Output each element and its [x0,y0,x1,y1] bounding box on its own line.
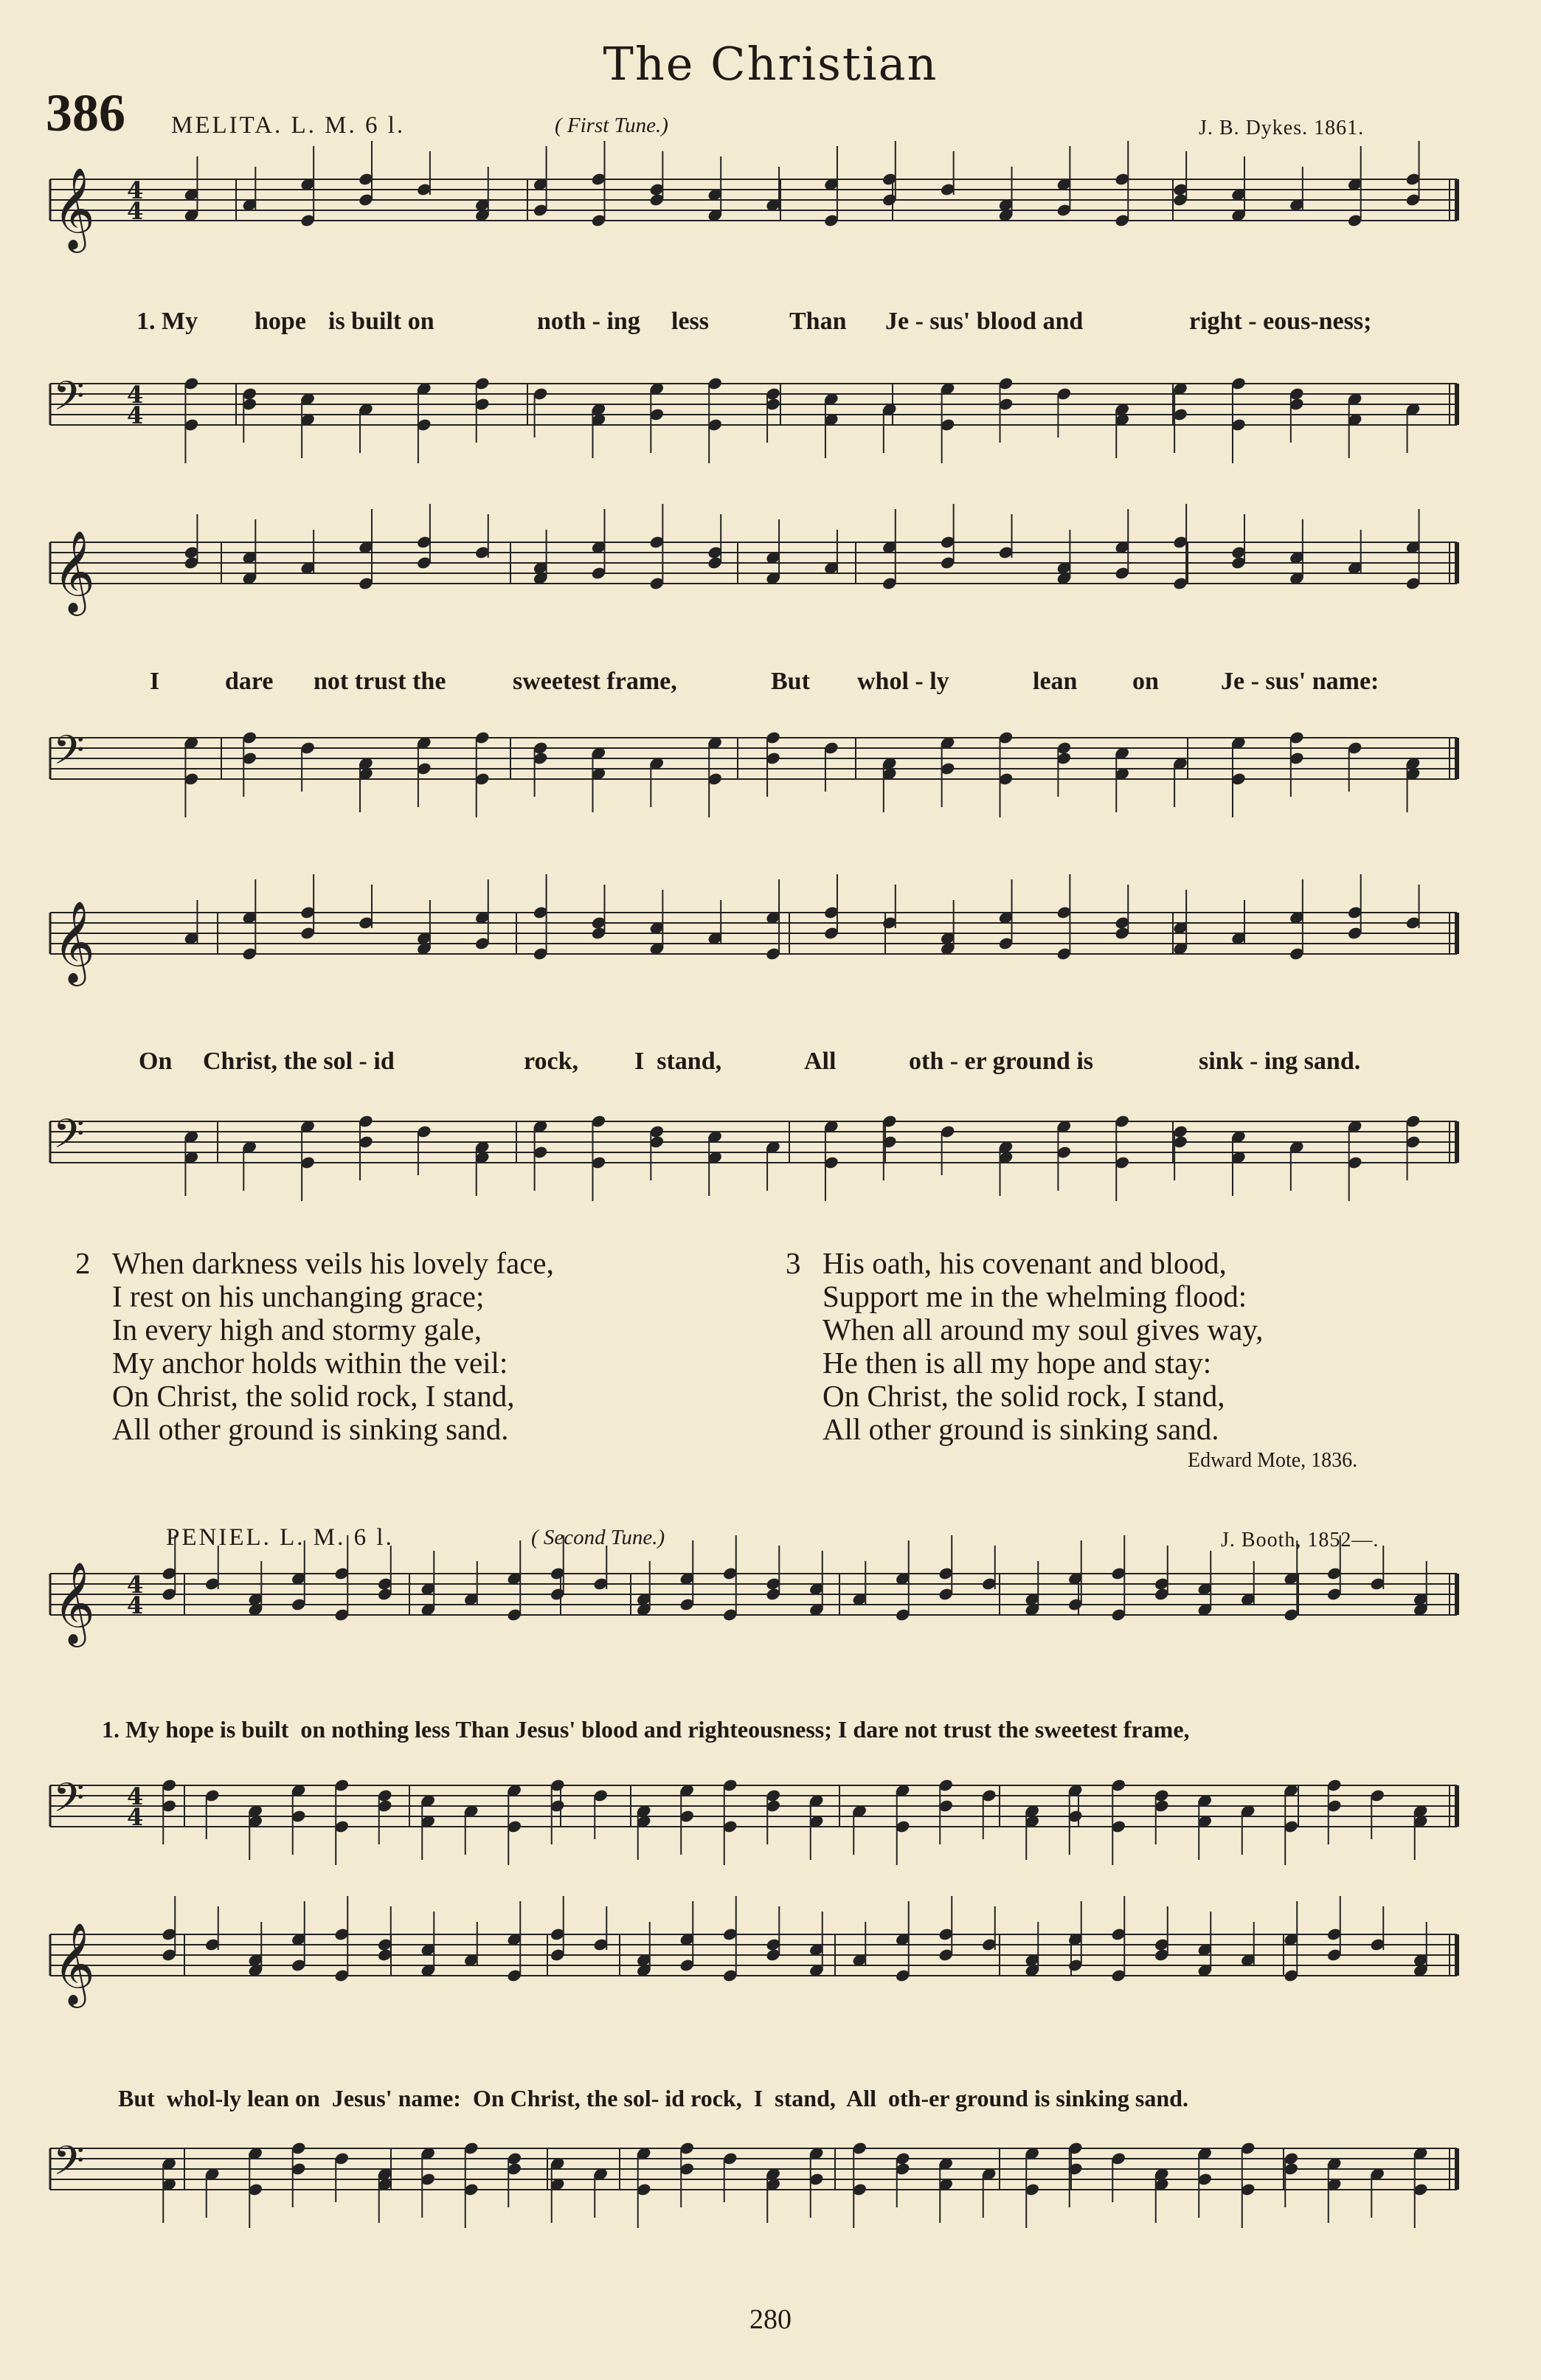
time-signature: 4 [127,1803,144,1831]
bass-clef-icon: 𝄢 [53,1110,85,1167]
lyric-syllable: rock, [524,1048,578,1075]
bass-clef-icon: 𝄢 [53,373,85,429]
treble-clef-icon: 𝄞 [53,1561,95,1644]
lyric-syllable: On [139,1048,173,1075]
verse-line: His oath, his covenant and blood, [823,1246,1227,1280]
verse-line: When all around my soul gives way, [823,1312,1264,1346]
lyric-syllable: less [671,308,709,335]
lyric-syllable: sweetest frame, [513,668,677,695]
lyric-syllable: All [804,1048,837,1075]
treble-clef-icon: 𝄞 [53,900,95,983]
lyric-syllable: right - eous-ness; [1189,308,1372,335]
lyric-syllable: I [150,668,160,695]
time-signature: 4 [127,401,144,429]
lyric-syllable: oth - er ground is [909,1048,1094,1075]
lyric-syllable: is built on [328,308,434,335]
lyric-syllable: lean [1033,668,1078,695]
verse-line: In every high and stormy gale, [112,1312,482,1346]
lyric-syllable: Je - sus' blood and [885,308,1084,335]
lyric-syllable: not trust the [314,668,446,695]
tune2-lyric-line-1: 1. My hope is built on nothing less Than Jesus' blood and righteousness; I dare not trust the sweetest frame, [102,1716,1190,1743]
tune1-composer: J. B. Dykes. 1861. [1199,117,1365,139]
lyric-syllable: noth - ing [537,308,640,335]
tune2-name: PENIEL. L. M. 6 l. [166,1524,394,1551]
tune1-name: MELITA. L. M. 6 l. [171,112,406,139]
lyric-syllable: on [1132,668,1159,695]
lyric-syllable: dare [225,668,274,695]
lyric-syllable: Christ, the sol - id [203,1048,395,1075]
verse-line: Support me in the whelming flood: [823,1279,1247,1313]
verse-line: All other ground is sinking sand. [112,1412,509,1446]
page-title: The Christian [603,37,938,91]
tune1-note: ( First Tune.) [555,114,668,137]
verse-line: All other ground is sinking sand. [823,1412,1219,1446]
verse-line: On Christ, the solid rock, I stand, [112,1379,515,1413]
tune2-composer: J. Booth, 1852—. [1221,1529,1379,1552]
verse-3 [786,1246,1264,1446]
bass-clef-icon: 𝄢 [53,727,85,783]
bass-clef-icon: 𝄢 [53,1774,85,1831]
tune2-note: ( Second Tune.) [531,1526,665,1549]
verse-line: He then is all my hope and stay: [823,1346,1212,1380]
time-signature: 4 [127,381,144,409]
tune2-lyric-line-2: But whol-ly lean on Jesus' name: On Christ, the sol- id rock, I stand, All oth-er ground is sinking sand. [118,2085,1188,2111]
lyric-syllable: hope [254,308,306,335]
time-signature: 4 [127,1571,144,1599]
hymn-author: Edward Mote, 1836. [1188,1449,1358,1472]
time-signature: 4 [127,1591,144,1619]
verse-line: My anchor holds within the veil: [112,1346,508,1380]
verse-number: 3 [786,1246,801,1280]
page-number: 280 [749,2304,792,2335]
treble-clef-icon: 𝄞 [53,530,95,612]
verse-line: I rest on his unchanging grace; [112,1279,485,1313]
hymn-number: 386 [46,83,125,142]
verse-number: 2 [75,1246,91,1280]
lyric-syllable: whol - ly [857,668,949,695]
time-signature: 4 [127,197,144,225]
treble-clef-icon: 𝄞 [53,167,95,249]
treble-clef-icon: 𝄞 [53,1922,95,2004]
lyric-syllable: sink - ing sand. [1199,1048,1361,1075]
verse-line: On Christ, the solid rock, I stand, [823,1379,1225,1413]
lyric-syllable: Je - sus' name: [1221,668,1379,695]
bass-clef-icon: 𝄢 [53,2137,85,2194]
lyric-syllable: But [771,668,810,695]
verse-2 [75,1246,554,1446]
lyric-syllable: 1. My [136,308,198,335]
verse-line: When darkness veils his lovely face, [112,1246,554,1280]
time-signature: 4 [127,176,144,204]
time-signature: 4 [127,1782,144,1810]
lyric-syllable: I stand, [634,1048,722,1075]
lyric-syllable: Than [789,308,847,335]
